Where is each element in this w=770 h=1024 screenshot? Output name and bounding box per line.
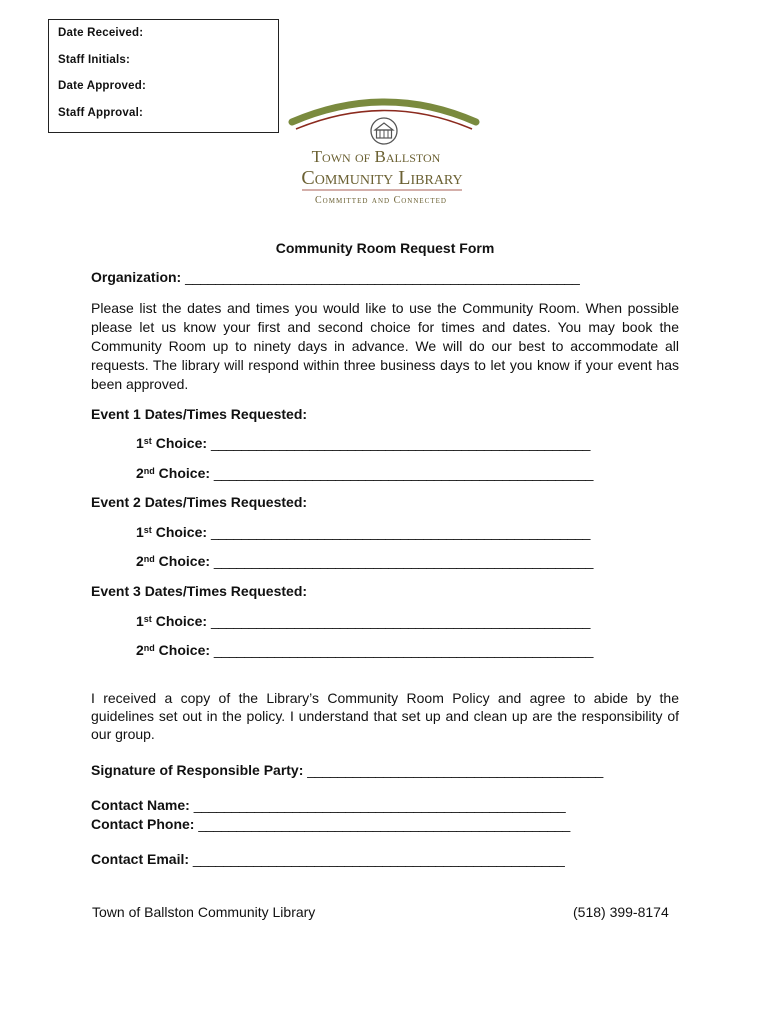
contact-name-row: [91, 797, 565, 813]
logo-line-2: Community Library: [301, 167, 463, 189]
contact-email-field[interactable]: _________________________________________________: [192, 851, 565, 867]
event-2-heading: Event 2 Dates/Times Requested:: [91, 494, 308, 510]
form-title: Community Room Request Form: [275, 240, 495, 256]
contact-name-label: Contact Name:: [91, 797, 190, 813]
staff-approval-label: Staff Approval:: [58, 106, 143, 119]
event-1-first-choice-row: 1st Choice: __________________________________________________: [136, 435, 591, 451]
library-building-icon: [371, 118, 397, 144]
organization-field[interactable]: ____________________________________________________: [185, 269, 580, 285]
contact-phone-label: Contact Phone:: [91, 816, 195, 832]
footer-phone: (518) 399-8174: [573, 904, 669, 920]
event-1-second-choice-row: 2nd Choice: __________________________________________________: [136, 465, 594, 481]
logo-line-1: Town of Ballston: [311, 147, 441, 166]
event-2-first-choice-row: 1st Choice: __________________________________________________: [136, 524, 591, 540]
footer-library-name: Town of Ballston Community Library: [92, 904, 316, 920]
organization-row: [91, 269, 580, 285]
signature-row: [91, 762, 603, 778]
contact-email-row: [91, 851, 565, 867]
contact-name-field[interactable]: _________________________________________________: [193, 797, 566, 813]
event-3-first-choice-field[interactable]: __________________________________________________: [210, 613, 591, 629]
library-logo: [278, 96, 493, 210]
event-3-heading: Event 3 Dates/Times Requested:: [91, 583, 308, 599]
event-2-second-choice-row: 2nd Choice: __________________________________________________: [136, 553, 594, 569]
logo-tagline: Committed and Connected: [315, 195, 447, 206]
event-3-second-choice-field[interactable]: __________________________________________________: [213, 642, 594, 658]
intro-paragraph: Please list the dates and times you would like to use the Community Room. When possible please let us know your first and second choice for times and dates. You may book the Community Room up to ninety days in advance. We will do our best to accommodate all requests. The library will respond within three business days to let you know if your event has been approved.: [91, 300, 679, 392]
event-2-second-choice-field[interactable]: __________________________________________________: [213, 553, 594, 569]
event-1-second-choice-field[interactable]: __________________________________________________: [213, 465, 594, 481]
event-1-heading: Event 1 Dates/Times Requested:: [91, 406, 308, 422]
event-3-first-choice-row: 1st Choice: __________________________________________________: [136, 613, 591, 629]
event-1-first-choice-field[interactable]: __________________________________________________: [210, 435, 591, 451]
contact-phone-field[interactable]: _________________________________________________: [198, 816, 571, 832]
staff-use-box: [48, 19, 279, 133]
event-3-second-choice-row: 2nd Choice: __________________________________________________: [136, 642, 594, 658]
event-2-first-choice-field[interactable]: __________________________________________________: [210, 524, 591, 540]
date-received-label: Date Received:: [58, 27, 144, 39]
organization-label: Organization:: [91, 269, 182, 285]
staff-initials-label: Staff Initials:: [58, 53, 131, 66]
agreement-paragraph: I received a copy of the Library’s Community Room Policy and agree to abide by the guidelines set out in the policy. I understand that set up and clean up are the responsibility of our group.: [91, 690, 679, 742]
signature-label: Signature of Responsible Party:: [91, 762, 304, 778]
contact-email-label: Contact Email:: [91, 851, 190, 867]
signature-field[interactable]: _______________________________________: [307, 762, 604, 778]
date-approved-label: Date Approved:: [58, 80, 146, 92]
contact-phone-row: [91, 816, 570, 832]
